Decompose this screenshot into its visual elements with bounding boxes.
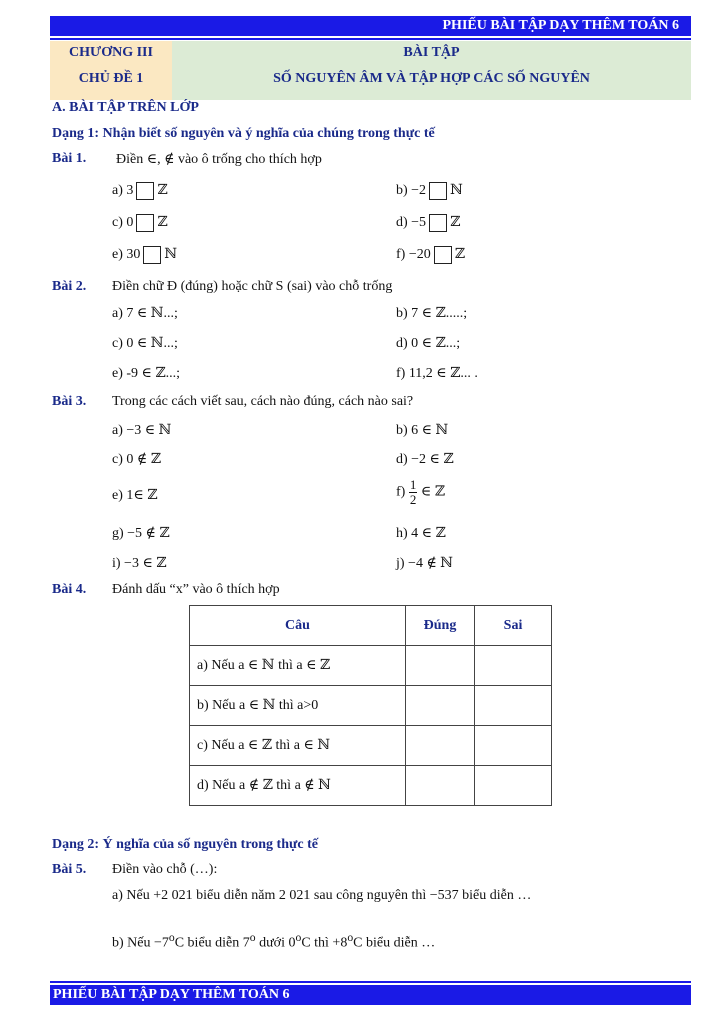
header-bar (50, 16, 691, 36)
bai2-label: Bài 2. (52, 279, 87, 294)
bai3-item-f: f) $\frac{1}{2}$ ∈ ℤ (396, 477, 445, 507)
table-row (190, 726, 552, 766)
bai5-label: Bài 5. (52, 862, 87, 877)
row-statement: a) Nếu a ∈ ℕ thì a ∈ ℤ (190, 646, 406, 686)
false-cell[interactable] (475, 686, 552, 726)
true-cell[interactable] (406, 686, 475, 726)
bai5-item-b: b) Nếu $-7^oC$ biểu diễn 7$^o$ dưới 0$^o$C thì $+8^oC$ biểu diễn … (112, 931, 436, 951)
table-header-row (190, 606, 552, 646)
footer-bar (50, 985, 691, 1005)
bai2-item-e: e) -9 ∈ ℤ...; (112, 366, 181, 381)
dang1-heading: Dạng 1: Nhận biết số nguyên và ý nghĩa của chúng trong thực tế (52, 126, 435, 141)
false-cell[interactable] (475, 766, 552, 806)
true-cell[interactable] (406, 646, 475, 686)
col-header-true: Đúng (406, 606, 475, 646)
row-statement: b) Nếu a ∈ ℕ thì a>0 (190, 686, 406, 726)
true-cell[interactable] (406, 726, 475, 766)
bai1-prompt: Điền ∈, ∉ vào ô trống cho thích hợp (116, 152, 322, 167)
bai1-item-e: e) 30 ℕ (112, 247, 178, 263)
header-divider (50, 38, 691, 40)
bai3-prompt: Trong các cách viết sau, cách nào đúng, cách nào sai? (112, 394, 414, 409)
row-statement: c) Nếu a ∈ ℤ thì a ∈ ℕ (190, 726, 406, 766)
bai2-item-a: a) 7 ∈ ℕ...; (112, 306, 178, 321)
fraction-one-half: $\frac{1}{2}$ (409, 477, 417, 507)
chapter-box (50, 41, 172, 100)
bai5-prompt: Điền vào chỗ (…): (112, 862, 218, 877)
bai2-item-f: f) 11,2 ∈ ℤ... . (396, 366, 478, 381)
topic-label: CHỦ ĐỀ 1 (78, 71, 144, 86)
bai1-item-f: f) −20 ℤ (396, 247, 465, 263)
bai3-item-b: b) 6 ∈ ℕ (396, 423, 449, 438)
col-header-question: Câu (190, 606, 406, 646)
false-cell[interactable] (475, 726, 552, 766)
lesson-title: SỐ NGUYÊN ÂM VÀ TẬP HỢP CÁC SỐ NGUYÊN (273, 71, 590, 86)
lesson-title-box (172, 41, 691, 100)
bai2-item-d: d) 0 ∈ ℤ...; (396, 336, 461, 351)
bai3-item-e: e) 1∈ ℤ (112, 488, 158, 503)
footer-title: PHIẾU BÀI TẬP DẠY THÊM TOÁN 6 (53, 987, 290, 1002)
answer-box[interactable] (434, 246, 452, 264)
section-a-heading: A. BÀI TẬP TRÊN LỚP (52, 100, 199, 115)
bai3-item-g: g) −5 ∉ ℤ (112, 526, 170, 541)
bai2-item-c: c) 0 ∈ ℕ...; (112, 336, 178, 351)
bai5-item-a: a) Nếu +2 021 biểu diễn năm 2 021 sau công nguyên thì −537 biểu diễn … (112, 888, 532, 903)
table-row (190, 646, 552, 686)
table-row (190, 766, 552, 806)
bai3-label: Bài 3. (52, 394, 87, 409)
footer-divider (50, 981, 691, 983)
bai1-item-a: a) 3 ℤ (112, 183, 168, 199)
true-false-table (189, 605, 552, 806)
answer-box[interactable] (429, 182, 447, 200)
lesson-type: BÀI TẬP (403, 45, 460, 60)
bai4-prompt: Đánh dấu “x” vào ô thích hợp (112, 582, 280, 597)
bai1-label: Bài 1. (52, 151, 87, 166)
answer-box[interactable] (429, 214, 447, 232)
answer-box[interactable] (143, 246, 161, 264)
answer-box[interactable] (136, 214, 154, 232)
dang2-heading: Dạng 2: Ý nghĩa của số nguyên trong thực tế (52, 837, 318, 852)
col-header-false: Sai (475, 606, 552, 646)
bai1-item-b: b) −2 ℕ (396, 183, 463, 199)
true-cell[interactable] (406, 766, 475, 806)
bai1-item-c: c) 0 ℤ (112, 215, 168, 231)
chapter-label: CHƯƠNG III (69, 45, 153, 60)
bai2-prompt: Điền chữ Đ (đúng) hoặc chữ S (sai) vào chỗ trống (112, 279, 393, 294)
bai4-label: Bài 4. (52, 582, 87, 597)
row-statement: d) Nếu a ∉ ℤ thì a ∉ ℕ (190, 766, 406, 806)
bai3-item-a: a) −3 ∈ ℕ (112, 423, 172, 438)
bai2-item-b: b) 7 ∈ ℤ.....; (396, 306, 468, 321)
bai3-item-h: h) 4 ∈ ℤ (396, 526, 446, 541)
bai3-item-c: c) 0 ∉ ℤ (112, 452, 161, 467)
bai3-item-i: i) −3 ∈ ℤ (112, 556, 167, 571)
bai3-item-d: d) −2 ∈ ℤ (396, 452, 454, 467)
false-cell[interactable] (475, 646, 552, 686)
answer-box[interactable] (136, 182, 154, 200)
bai1-item-d: d) −5 ℤ (396, 215, 461, 231)
bai3-item-j: j) −4 ∉ ℕ (396, 556, 454, 571)
header-title: PHIẾU BÀI TẬP DẠY THÊM TOÁN 6 (442, 18, 679, 33)
table-row (190, 686, 552, 726)
